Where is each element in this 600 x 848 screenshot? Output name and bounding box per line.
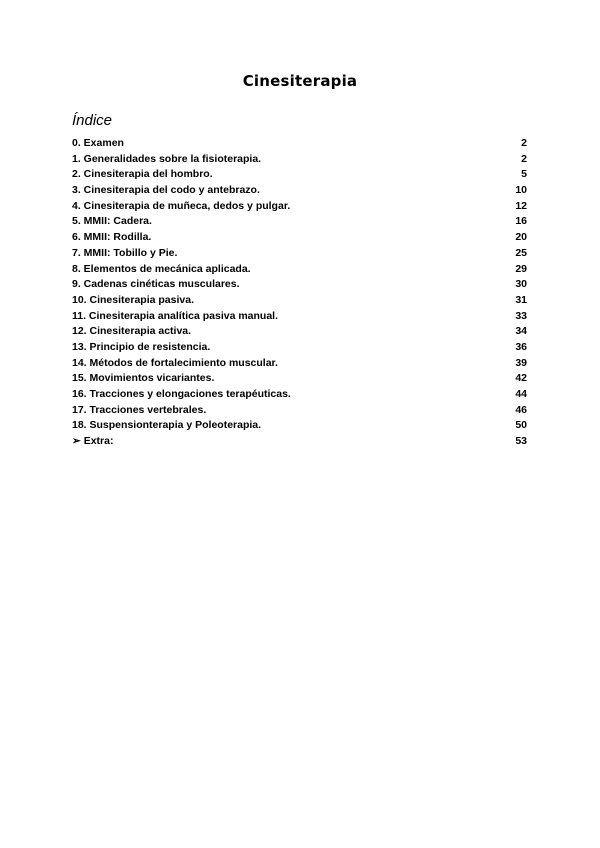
toc-entry-label: 4. Cinesiterapia de muñeca, dedos y pulgar. xyxy=(72,199,291,212)
toc-entry[interactable] xyxy=(72,403,527,419)
toc-entry[interactable] xyxy=(72,152,527,168)
toc-entry-page-number: 12 xyxy=(515,199,527,212)
toc-entry[interactable] xyxy=(72,309,527,325)
toc-entry-label: 15. Movimientos vicariantes. xyxy=(72,372,215,385)
toc-entry-page-number: 29 xyxy=(515,262,527,275)
toc-entry-page-number: 20 xyxy=(515,231,527,244)
toc-entry[interactable] xyxy=(72,230,527,246)
toc-entry-page-number: 46 xyxy=(515,403,527,416)
toc-entry-page-number: 30 xyxy=(515,278,527,291)
toc-entry[interactable] xyxy=(72,262,527,278)
toc-entry-label: 6. MMII: Rodilla. xyxy=(72,231,152,244)
toc-entry-label: 9. Cadenas cinéticas musculares. xyxy=(72,278,240,291)
toc-entry-page-number: 2 xyxy=(521,152,527,165)
toc-entry[interactable] xyxy=(72,356,527,372)
toc-entry[interactable] xyxy=(72,387,527,403)
toc-entry-label: 12. Cinesiterapia activa. xyxy=(72,325,192,338)
toc-entry-label: 5. MMII: Cadera. xyxy=(72,215,152,228)
toc-entry-page-number: 2 xyxy=(521,137,527,149)
toc-entry-page-number: 39 xyxy=(515,356,527,369)
toc-entry-page-number: 42 xyxy=(515,372,527,385)
toc-entry-label: 17. Tracciones vertebrales. xyxy=(72,403,207,416)
toc-entry-label: 16. Tracciones y elongaciones terapéuticas. xyxy=(72,388,291,400)
toc-entry[interactable] xyxy=(72,371,527,387)
toc-entry[interactable] xyxy=(72,214,527,230)
toc-entry-label: 3. Cinesiterapia del codo y antebrazo. xyxy=(72,184,260,197)
toc-entry[interactable] xyxy=(72,418,527,434)
toc-entry[interactable] xyxy=(72,293,527,309)
document-title: Cinesiterapia xyxy=(242,72,358,90)
toc-entry-page-number: 5 xyxy=(521,168,527,181)
toc-entry[interactable] xyxy=(72,434,527,450)
toc-entry-label: 1. Generalidades sobre la fisioterapia. xyxy=(72,152,262,165)
toc-entry-label: 11. Cinesiterapia analítica pasiva manual. xyxy=(72,309,279,322)
toc-entry-label: 8. Elementos de mecánica aplicada. xyxy=(72,262,251,275)
toc-entry-page-number: 10 xyxy=(515,184,527,197)
table-of-contents xyxy=(72,136,527,450)
toc-entry[interactable] xyxy=(72,277,527,293)
toc-entry-label: 2. Cinesiterapia del hombro. xyxy=(72,168,213,181)
toc-entry[interactable] xyxy=(72,199,527,215)
toc-entry-label: 10. Cinesiterapia pasiva. xyxy=(72,293,194,306)
toc-entry[interactable] xyxy=(72,246,527,262)
toc-entry-page-number: 31 xyxy=(515,293,527,306)
toc-entry-page-number: 36 xyxy=(515,340,527,353)
toc-entry-label: ➢ Extra: xyxy=(72,435,114,448)
toc-entry-page-number: 53 xyxy=(515,435,527,448)
toc-entry[interactable] xyxy=(72,324,527,340)
toc-entry-page-number: 25 xyxy=(515,246,527,259)
toc-entry-label: 14. Métodos de fortalecimiento muscular. xyxy=(72,356,278,369)
toc-entry-label: 7. MMII: Tobillo y Pie. xyxy=(72,246,178,259)
toc-entry-page-number: 50 xyxy=(515,419,527,432)
toc-entry-page-number: 16 xyxy=(515,215,527,228)
toc-entry-label: 0. Examen xyxy=(72,137,124,149)
toc-entry[interactable] xyxy=(72,136,527,152)
toc-entry-page-number: 34 xyxy=(515,325,527,338)
index-heading: Índice xyxy=(72,112,113,129)
toc-entry-label: 13. Principio de resistencia. xyxy=(72,340,211,353)
toc-entry[interactable] xyxy=(72,183,527,199)
toc-entry-page-number: 44 xyxy=(515,388,527,400)
toc-entry[interactable] xyxy=(72,340,527,356)
toc-entry[interactable] xyxy=(72,167,527,183)
toc-entry-page-number: 33 xyxy=(515,309,527,322)
toc-entry-label: 18. Suspensionterapia y Poleoterapia. xyxy=(72,419,262,432)
